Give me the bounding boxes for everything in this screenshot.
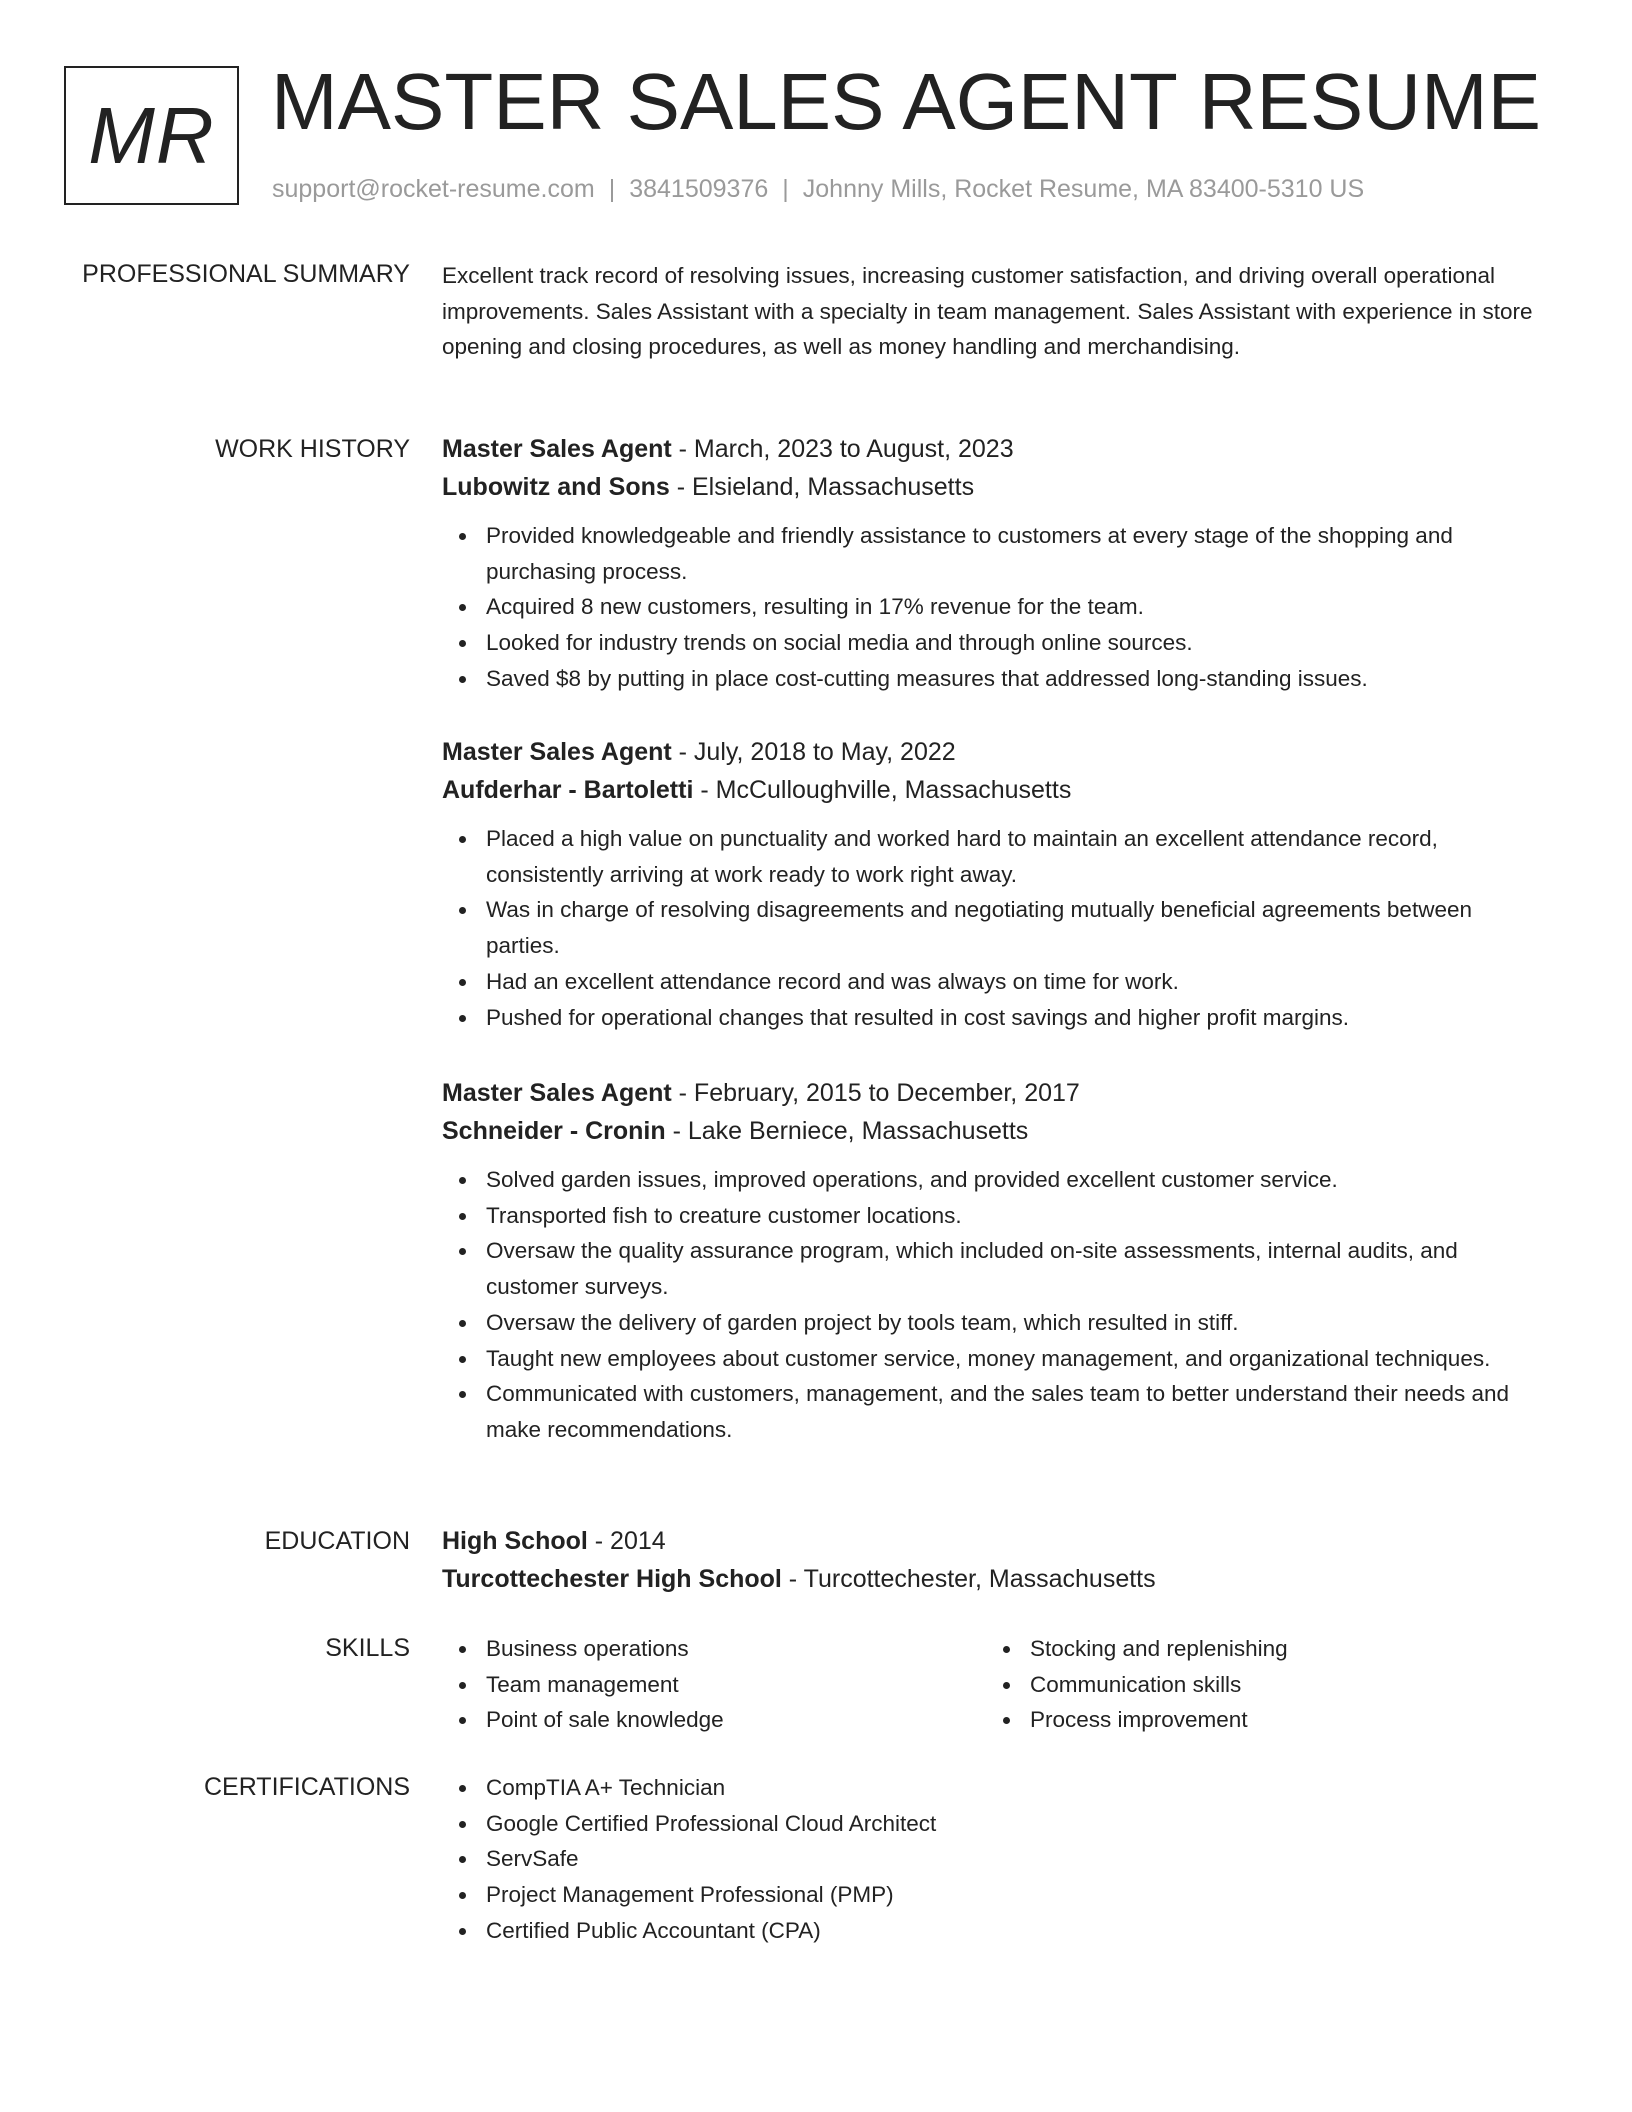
education-school: Turcottechester High School: [442, 1565, 782, 1593]
job-company-line: [442, 468, 1552, 506]
certification-item: CompTIA A+ Technician: [486, 1770, 1552, 1806]
job-location: - McCulloughville, Massachusetts: [693, 776, 1072, 804]
job-bullet: Taught new employees about customer service, money management, and organizational techniques.: [486, 1341, 1552, 1377]
job-bullet: Oversaw the delivery of garden project by tools team, which resulted in stiff.: [486, 1305, 1552, 1341]
summary-heading: PROFESSIONAL SUMMARY: [82, 260, 410, 288]
job-bullets: [442, 518, 1552, 697]
job-company: Aufderhar - Bartoletti: [442, 776, 694, 804]
job-bullet: Oversaw the quality assurance program, which included on-site assessments, internal audits, and customer surveys.: [486, 1233, 1552, 1304]
certification-item: Project Management Professional (PMP): [486, 1877, 1552, 1913]
skills-column-left: [442, 1631, 986, 1738]
skills-list: [442, 1631, 986, 1738]
skills-column-right: [986, 1631, 1530, 1738]
job-company-line: [442, 771, 1552, 809]
job-title-line: [442, 430, 1552, 468]
job-bullet: Solved garden issues, improved operations, and provided excellent customer service.: [486, 1162, 1552, 1198]
job-dates: - July, 2018 to May, 2022: [671, 738, 956, 766]
skill-item: Team management: [486, 1667, 986, 1703]
monogram-logo: MR: [64, 66, 239, 205]
job-bullet: Saved $8 by putting in place cost-cutting measures that addressed long-standing issues.: [486, 661, 1552, 697]
job-bullet: Provided knowledgeable and friendly assistance to customers at every stage of the shopping and purchasing process.: [486, 518, 1552, 589]
job-entry: [442, 733, 1552, 1035]
job-title: Master Sales Agent: [442, 435, 672, 463]
skill-item: Communication skills: [1030, 1667, 1530, 1703]
education-degree: High School: [442, 1527, 588, 1555]
job-dates: - February, 2015 to December, 2017: [671, 1079, 1080, 1107]
job-bullet: Communicated with customers, management, and the sales team to better understand their needs and make recommendations.: [486, 1376, 1552, 1447]
skills-heading: SKILLS: [325, 1634, 410, 1662]
skill-item: Business operations: [486, 1631, 986, 1667]
skill-item: Stocking and replenishing: [1030, 1631, 1530, 1667]
job-location: - Lake Berniece, Massachusetts: [665, 1117, 1029, 1145]
skills-grid: [442, 1631, 1552, 1738]
job-bullet: Had an excellent attendance record and was always on time for work.: [486, 964, 1552, 1000]
job-bullets: [442, 821, 1552, 1035]
education-degree-line: [442, 1522, 1552, 1560]
job-company: Lubowitz and Sons: [442, 473, 670, 501]
job-bullet: Placed a high value on punctuality and worked hard to maintain an excellent attendance record, consistently arriving at work ready to work right away.: [486, 821, 1552, 892]
job-title-line: [442, 1074, 1552, 1112]
job-bullet: Pushed for operational changes that resulted in cost savings and higher profit margins.: [486, 1000, 1552, 1036]
certification-item: Google Certified Professional Cloud Architect: [486, 1806, 1552, 1842]
contact-address: Johnny Mills, Rocket Resume, MA 83400-5310 US: [802, 175, 1365, 203]
certifications-heading: CERTIFICATIONS: [203, 1773, 410, 1801]
job-dates: - March, 2023 to August, 2023: [671, 435, 1014, 463]
contact-line: [272, 172, 1364, 206]
education-year: - 2014: [587, 1527, 666, 1555]
job-location: - Elsieland, Massachusetts: [669, 473, 975, 501]
summary-text: Excellent track record of resolving issues, increasing customer satisfaction, and driving overall operational improvements. Sales Assistant with a specialty in team management. Sales Assistant with experience in store opening and closing procedures, as well as money handling and merchandising.: [442, 263, 1533, 359]
job-bullet: Was in charge of resolving disagreements and negotiating mutually beneficial agreements between parties.: [486, 892, 1552, 963]
resume-title: MASTER SALES AGENT RESUME: [271, 57, 1541, 146]
education-school-line: [442, 1560, 1552, 1598]
certification-item: ServSafe: [486, 1841, 1552, 1877]
job-bullets: [442, 1162, 1552, 1448]
job-bullet: Looked for industry trends on social media and through online sources.: [486, 625, 1552, 661]
job-entry: [442, 1074, 1552, 1448]
education-location: - Turcottechester, Massachusetts: [781, 1565, 1156, 1593]
job-bullet: Transported fish to creature customer locations.: [486, 1198, 1552, 1234]
job-title: Master Sales Agent: [442, 738, 672, 766]
skills-list: [986, 1631, 1530, 1738]
certifications-list: [442, 1770, 1552, 1949]
skill-item: Process improvement: [1030, 1702, 1530, 1738]
contact-separator: |: [608, 175, 616, 203]
contact-separator: |: [782, 175, 789, 203]
job-entry: [442, 430, 1552, 697]
job-bullet: Acquired 8 new customers, resulting in 17% revenue for the team.: [486, 589, 1552, 625]
job-title: Master Sales Agent: [442, 1079, 672, 1107]
certification-item: Certified Public Accountant (CPA): [486, 1913, 1552, 1949]
contact-phone: 3841509376: [629, 175, 769, 203]
skill-item: Point of sale knowledge: [486, 1702, 986, 1738]
job-company: Schneider - Cronin: [442, 1117, 666, 1145]
education-heading: EDUCATION: [264, 1527, 410, 1555]
contact-email: support@rocket-resume.com: [272, 175, 595, 203]
job-title-line: [442, 733, 1552, 771]
work-history-heading: WORK HISTORY: [215, 435, 410, 463]
job-company-line: [442, 1112, 1552, 1150]
